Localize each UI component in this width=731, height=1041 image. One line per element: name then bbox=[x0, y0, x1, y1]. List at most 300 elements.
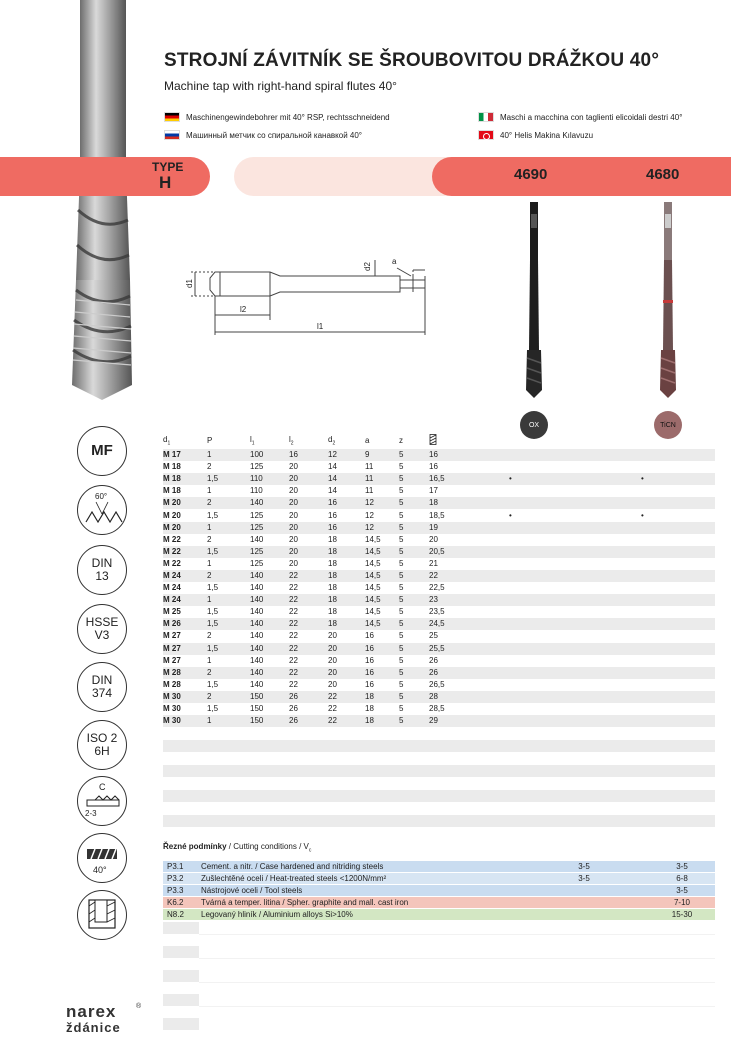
cell-size: M 24 bbox=[163, 570, 207, 582]
cell-l1: 110 bbox=[250, 473, 289, 485]
helix-angle-label: 40° bbox=[93, 865, 107, 875]
cell-p: 2 bbox=[207, 631, 212, 641]
cell-l2: 22 bbox=[289, 655, 298, 665]
band-middle bbox=[234, 157, 454, 196]
coating-ox-badge: OX bbox=[520, 411, 548, 439]
cell-l2: 22 bbox=[289, 607, 298, 617]
cell-p: 2 bbox=[207, 570, 250, 582]
cutting-title-cz: Řezné podmínky bbox=[163, 842, 227, 851]
cutting-v2: 15-30 bbox=[671, 910, 693, 919]
iso-tolerance-symbol bbox=[77, 720, 127, 770]
cutting-v1 bbox=[519, 909, 649, 920]
cell-l2: 16 bbox=[289, 449, 328, 461]
cell-a: 12 bbox=[365, 510, 374, 520]
table-row bbox=[163, 485, 715, 497]
table-row bbox=[163, 606, 715, 618]
cell-n: 20,5 bbox=[429, 546, 509, 558]
lang-ru-text: Машинный метчик со спиральной канавкой 40° bbox=[186, 130, 362, 140]
cell-z: 5 bbox=[399, 510, 404, 520]
cell-z: 5 bbox=[399, 558, 404, 568]
cell-size: M 24 bbox=[163, 594, 207, 606]
cutting-desc: Tvárná a temper. litina / Spher. graphite and mall. cast iron bbox=[201, 898, 409, 907]
cell-n: 21 bbox=[429, 558, 438, 568]
page-title: STROJNÍ ZÁVITNÍK SE ŠROUBOVITOU DRÁŽKOU 40° bbox=[164, 50, 660, 71]
angle-label: 60° bbox=[95, 492, 108, 501]
cell-p: 1 bbox=[207, 715, 250, 727]
cell-size: M 30 bbox=[163, 691, 207, 703]
table-row bbox=[163, 497, 715, 509]
cell-l2: 20 bbox=[289, 522, 328, 534]
cell-l2: 20 bbox=[289, 462, 298, 472]
cutting-row bbox=[163, 909, 715, 920]
cell-c1 bbox=[509, 606, 641, 618]
header-l1: $l_1$ bbox=[250, 434, 255, 447]
cell-c2 bbox=[641, 630, 715, 642]
product-code-4690: 4690 bbox=[514, 166, 548, 183]
cutting-title-sub: c bbox=[308, 847, 312, 854]
cell-z: 5 bbox=[399, 583, 404, 593]
cell-n: 25 bbox=[429, 631, 438, 641]
cell-z: 5 bbox=[399, 667, 429, 679]
cell-p: 1,5 bbox=[207, 510, 219, 520]
cell-p: 2 bbox=[207, 497, 250, 509]
cell-c1 bbox=[509, 594, 641, 606]
cell-l1: 140 bbox=[250, 655, 264, 665]
product-code-4680: 4680 bbox=[646, 166, 680, 183]
cell-c1 bbox=[509, 534, 641, 546]
cell-c1 bbox=[509, 667, 641, 679]
cell-d2: 18 bbox=[328, 618, 365, 630]
lang-tr bbox=[478, 130, 593, 140]
cell-size: M 22 bbox=[163, 546, 207, 558]
cell-size: M 18 bbox=[163, 473, 207, 485]
din374-symbol bbox=[77, 662, 127, 712]
table-row bbox=[163, 546, 715, 558]
cell-l1: 150 bbox=[250, 691, 289, 703]
cell-p: 1 bbox=[207, 594, 250, 606]
cell-c2: • bbox=[641, 473, 715, 485]
d1-label: d1 bbox=[185, 279, 194, 288]
cell-d2: 18 bbox=[328, 534, 337, 544]
cell-d2: 16 bbox=[328, 522, 365, 534]
tool-image-4680 bbox=[656, 200, 680, 400]
table-row bbox=[163, 679, 715, 691]
cell-n: 22,5 bbox=[429, 583, 445, 593]
flag-tr-icon bbox=[478, 130, 494, 140]
cell-l1: 140 bbox=[250, 583, 264, 593]
cell-c1: • bbox=[509, 473, 641, 485]
cell-l1: 100 bbox=[250, 449, 289, 461]
table-row bbox=[163, 715, 715, 727]
coating-ticn-badge: TiCN bbox=[654, 411, 682, 439]
cell-n: 29 bbox=[429, 715, 509, 727]
cell-size: M 28 bbox=[163, 667, 207, 679]
cell-c1 bbox=[509, 461, 641, 473]
cell-l2: 26 bbox=[289, 704, 298, 714]
cell-l2: 22 bbox=[289, 667, 328, 679]
cell-a: 18 bbox=[365, 704, 374, 714]
cell-p: 1 bbox=[207, 486, 212, 496]
cell-a: 16 bbox=[365, 667, 399, 679]
cell-d2: 22 bbox=[328, 715, 365, 727]
cutting-v1 bbox=[519, 897, 649, 908]
table-row bbox=[163, 655, 715, 667]
cell-c2 bbox=[641, 558, 715, 570]
cell-n: 16 bbox=[429, 449, 509, 461]
cell-d2: 18 bbox=[328, 546, 365, 558]
header-p: P bbox=[207, 436, 213, 445]
cell-size: M 20 bbox=[163, 510, 181, 520]
cell-p: 1,5 bbox=[207, 704, 219, 714]
cell-d2: 20 bbox=[328, 679, 337, 689]
cell-c1 bbox=[509, 522, 641, 534]
cell-n: 18,5 bbox=[429, 510, 445, 520]
din374-line1: DIN bbox=[91, 672, 113, 687]
cell-d2: 20 bbox=[328, 631, 337, 641]
empty-row bbox=[163, 740, 715, 752]
cell-l1: 150 bbox=[250, 715, 289, 727]
header-flutes bbox=[429, 432, 509, 449]
cell-z: 5 bbox=[399, 704, 404, 714]
cell-z: 5 bbox=[399, 679, 404, 689]
cell-d2: 14 bbox=[328, 486, 337, 496]
table-row bbox=[163, 643, 715, 655]
cell-p: 1 bbox=[207, 522, 250, 534]
cell-size: M 27 bbox=[163, 631, 181, 641]
cutting-desc: Zušlechtěné oceli / Heat-treated steels <1200N/mm² bbox=[201, 874, 387, 883]
flag-de-icon bbox=[164, 112, 180, 122]
cell-d2: 22 bbox=[328, 704, 337, 714]
cell-n: 24,5 bbox=[429, 618, 509, 630]
cell-p: 2 bbox=[207, 691, 250, 703]
cutting-v2: 3-5 bbox=[676, 862, 688, 871]
cutting-desc: Cement. a nitr. / Case hardened and nitriding steels bbox=[201, 862, 384, 871]
cell-z: 5 bbox=[399, 473, 429, 485]
cell-p: 1,5 bbox=[207, 618, 250, 630]
din13-line2: 13 bbox=[95, 569, 109, 583]
cell-a: 9 bbox=[365, 449, 399, 461]
table-row bbox=[163, 461, 715, 473]
cell-z: 5 bbox=[399, 631, 404, 641]
lang-de-text: Maschinengewindebohrer mit 40° RSP, rechtsschneidend bbox=[186, 112, 390, 122]
chamfer-range-label: 2-3 bbox=[85, 809, 97, 818]
divider bbox=[199, 934, 715, 935]
table-row bbox=[163, 667, 715, 679]
cell-a: 16 bbox=[365, 631, 374, 641]
cutting-v2: 7-10 bbox=[673, 898, 690, 907]
cell-c1 bbox=[509, 497, 641, 509]
cell-a: 16 bbox=[365, 655, 374, 665]
cell-l2: 20 bbox=[289, 473, 328, 485]
flag-ru-icon bbox=[164, 130, 180, 140]
table-header-row bbox=[163, 432, 715, 449]
table-row bbox=[163, 691, 715, 703]
cell-l1: 125 bbox=[250, 462, 264, 472]
chamfer-symbol bbox=[77, 776, 127, 826]
cell-d2: 16 bbox=[328, 497, 365, 509]
lang-ru bbox=[164, 130, 362, 140]
cell-l2: 22 bbox=[289, 594, 328, 606]
cell-c2 bbox=[641, 546, 715, 558]
hsse-symbol bbox=[77, 604, 127, 654]
cell-size: M 25 bbox=[163, 607, 181, 617]
cell-a: 16 bbox=[365, 679, 374, 689]
cell-n: 26 bbox=[429, 655, 438, 665]
cell-a: 12 bbox=[365, 497, 399, 509]
cell-p: 2 bbox=[207, 462, 212, 472]
cell-z: 5 bbox=[399, 570, 429, 582]
cell-l2: 26 bbox=[289, 715, 328, 727]
cell-z: 5 bbox=[399, 534, 404, 544]
cell-size: M 24 bbox=[163, 583, 181, 593]
cell-a: 14,5 bbox=[365, 534, 381, 544]
header-a: a bbox=[365, 436, 370, 445]
cell-c2 bbox=[641, 449, 715, 461]
cell-l1: 140 bbox=[250, 679, 264, 689]
cell-l1: 125 bbox=[250, 522, 289, 534]
lang-de bbox=[164, 112, 390, 122]
cell-a: 11 bbox=[365, 462, 374, 472]
cell-c2 bbox=[641, 618, 715, 630]
cell-l2: 22 bbox=[289, 570, 328, 582]
cell-d2: 20 bbox=[328, 667, 365, 679]
spiral-flute-icon bbox=[79, 835, 125, 881]
cell-c1 bbox=[509, 715, 641, 727]
cell-d2: 16 bbox=[328, 510, 337, 520]
cell-l2: 22 bbox=[289, 631, 298, 641]
cell-d2: 18 bbox=[328, 594, 365, 606]
table-row bbox=[163, 534, 715, 546]
cutting-row bbox=[163, 861, 715, 872]
cell-l1: 125 bbox=[250, 558, 264, 568]
thread-profile-icon bbox=[80, 488, 124, 532]
cell-d2: 14 bbox=[328, 462, 337, 472]
cell-l1: 140 bbox=[250, 667, 289, 679]
cell-l2: 20 bbox=[289, 497, 328, 509]
tap-dimension-diagram bbox=[185, 240, 435, 345]
cell-l1: 140 bbox=[250, 594, 289, 606]
cutting-v2: 3-5 bbox=[676, 886, 688, 895]
divider bbox=[199, 982, 715, 983]
table-row bbox=[163, 594, 715, 606]
cell-c1 bbox=[509, 570, 641, 582]
cell-p: 1 bbox=[207, 655, 212, 665]
cell-l2: 22 bbox=[289, 643, 328, 655]
blind-hole-icon bbox=[79, 892, 125, 938]
cutting-v1: 3-5 bbox=[578, 874, 590, 883]
cell-l2: 20 bbox=[289, 510, 298, 520]
hsse-line1: HSSE bbox=[85, 614, 119, 629]
cell-p: 1,5 bbox=[207, 473, 250, 485]
cell-l1: 140 bbox=[250, 570, 289, 582]
cell-z: 5 bbox=[399, 462, 404, 472]
flag-it-icon bbox=[478, 112, 494, 122]
cell-c1 bbox=[509, 485, 641, 497]
cell-p: 2 bbox=[207, 534, 212, 544]
divider bbox=[199, 958, 715, 959]
cell-a: 14,5 bbox=[365, 618, 399, 630]
lang-it bbox=[478, 112, 682, 122]
cell-c2 bbox=[641, 461, 715, 473]
cell-size: M 22 bbox=[163, 558, 181, 568]
cell-l2: 22 bbox=[289, 679, 298, 689]
cell-l1: 140 bbox=[250, 607, 264, 617]
cell-n: 25,5 bbox=[429, 643, 509, 655]
tool-image-4690 bbox=[522, 200, 546, 400]
header-d1: $d_1$ bbox=[163, 434, 171, 447]
table-row bbox=[163, 558, 715, 570]
cell-c2 bbox=[641, 522, 715, 534]
cell-n: 17 bbox=[429, 486, 438, 496]
empty-row bbox=[163, 970, 199, 982]
cutting-title-en: / Cutting conditions / V bbox=[226, 842, 309, 851]
cell-size: M 18 bbox=[163, 462, 181, 472]
table-row bbox=[163, 703, 715, 715]
empty-row bbox=[163, 946, 199, 958]
cell-l1: 110 bbox=[250, 486, 263, 496]
type-value: H bbox=[159, 173, 172, 192]
cell-size: M 28 bbox=[163, 679, 181, 689]
logo-name: narex bbox=[66, 1002, 117, 1021]
cell-c2 bbox=[641, 594, 715, 606]
helix-angle-symbol bbox=[77, 833, 127, 883]
header-d2: $d_2$ bbox=[328, 434, 336, 447]
cell-c1 bbox=[509, 703, 641, 715]
cell-c2 bbox=[641, 570, 715, 582]
code-band bbox=[432, 157, 731, 196]
cell-c1 bbox=[509, 630, 641, 642]
cell-l1: 140 bbox=[250, 534, 264, 544]
thread-angle-symbol bbox=[77, 485, 127, 535]
cell-n: 23,5 bbox=[429, 607, 445, 617]
header-blank bbox=[509, 432, 641, 449]
cell-p: 1,5 bbox=[207, 583, 219, 593]
header-z: z bbox=[399, 436, 403, 445]
cutting-v1: 3-5 bbox=[578, 862, 590, 871]
cell-a: 11 bbox=[365, 486, 374, 496]
cell-l1: 140 bbox=[250, 497, 289, 509]
cell-p: 1 bbox=[207, 449, 250, 461]
l2-label: l2 bbox=[240, 305, 247, 314]
cutting-conditions-title bbox=[163, 842, 311, 854]
cell-z: 5 bbox=[399, 691, 429, 703]
cell-size: M 18 bbox=[163, 486, 181, 496]
cell-size: M 22 bbox=[163, 534, 181, 544]
cell-d2: 14 bbox=[328, 473, 365, 485]
cutting-code: K6.2 bbox=[167, 898, 184, 907]
mf-symbol: MF bbox=[77, 426, 127, 476]
cell-n: 18 bbox=[429, 497, 509, 509]
cell-d2: 18 bbox=[328, 607, 337, 617]
cell-l1: 140 bbox=[250, 631, 264, 641]
chamfer-c-label: C bbox=[99, 782, 106, 792]
table-row bbox=[163, 509, 715, 521]
cell-size: M 30 bbox=[163, 715, 207, 727]
cell-size: M 26 bbox=[163, 618, 207, 630]
empty-row bbox=[163, 1018, 199, 1030]
cutting-row bbox=[163, 897, 715, 908]
din13-line1: DIN bbox=[91, 555, 113, 570]
cell-c2 bbox=[641, 485, 715, 497]
cell-l2: 20 bbox=[289, 534, 298, 544]
cell-l1: 140 bbox=[250, 643, 289, 655]
cell-l1: 140 bbox=[250, 618, 289, 630]
logo-registered: ® bbox=[136, 1003, 143, 1010]
cell-size: M 17 bbox=[163, 449, 207, 461]
cell-z: 5 bbox=[399, 449, 429, 461]
cell-c2 bbox=[641, 679, 715, 691]
cell-z: 5 bbox=[399, 607, 404, 617]
lang-tr-text: 40° Helis Makina Kılavuzu bbox=[500, 130, 594, 140]
cell-c1 bbox=[509, 691, 641, 703]
cell-n: 23 bbox=[429, 594, 509, 606]
cutting-row bbox=[163, 873, 715, 884]
blind-hole-symbol bbox=[77, 890, 127, 940]
cell-c1: • bbox=[509, 510, 512, 520]
type-label: TYPE bbox=[152, 160, 184, 174]
cell-l2: 22 bbox=[289, 583, 298, 593]
cell-c2: • bbox=[641, 510, 644, 520]
table-row bbox=[163, 522, 715, 534]
cell-l1: 125 bbox=[250, 510, 264, 520]
cell-n: 22 bbox=[429, 570, 509, 582]
cell-p: 2 bbox=[207, 667, 250, 679]
cell-c2 bbox=[641, 643, 715, 655]
table-row bbox=[163, 570, 715, 582]
cell-c2 bbox=[641, 703, 715, 715]
cell-size: M 27 bbox=[163, 655, 181, 665]
empty-row bbox=[163, 815, 715, 827]
cell-l2: 26 bbox=[289, 691, 328, 703]
cell-c2 bbox=[641, 606, 715, 618]
table-row bbox=[163, 618, 715, 630]
page-subtitle: Machine tap with right-hand spiral flutes 40° bbox=[164, 79, 397, 93]
table-row bbox=[163, 630, 715, 642]
cell-c1 bbox=[509, 618, 641, 630]
cell-z: 5 bbox=[399, 497, 429, 509]
dimensions-table-body bbox=[163, 449, 715, 727]
header-blank-2 bbox=[641, 432, 715, 449]
cell-c1 bbox=[509, 546, 641, 558]
cell-n: 26 bbox=[429, 667, 509, 679]
cutting-code: P3.3 bbox=[167, 886, 184, 895]
din13-symbol bbox=[77, 545, 127, 595]
cell-a: 14,5 bbox=[365, 607, 381, 617]
cell-p: 1 bbox=[207, 558, 212, 568]
cell-d2: 20 bbox=[328, 655, 337, 665]
cell-n: 16 bbox=[429, 462, 438, 472]
cell-z: 5 bbox=[399, 643, 429, 655]
cell-size: M 20 bbox=[163, 522, 207, 534]
cell-l2: 20 bbox=[289, 486, 298, 496]
divider bbox=[199, 1006, 715, 1007]
empty-row bbox=[163, 994, 199, 1006]
l1-label: l1 bbox=[317, 322, 324, 331]
cell-l1: 150 bbox=[250, 704, 264, 714]
cell-a: 14,5 bbox=[365, 558, 381, 568]
cell-n: 19 bbox=[429, 522, 509, 534]
empty-row bbox=[163, 765, 715, 777]
cell-c1 bbox=[509, 558, 641, 570]
cutting-desc: Nástrojové oceli / Tool steels bbox=[201, 886, 303, 895]
cell-c2 bbox=[641, 667, 715, 679]
din374-line2: 374 bbox=[91, 686, 112, 700]
cell-z: 5 bbox=[399, 715, 429, 727]
cell-d2: 18 bbox=[328, 558, 337, 568]
cell-n: 16,5 bbox=[429, 473, 509, 485]
d2-label: d2 bbox=[363, 262, 372, 271]
chamfer-icon bbox=[79, 778, 125, 824]
